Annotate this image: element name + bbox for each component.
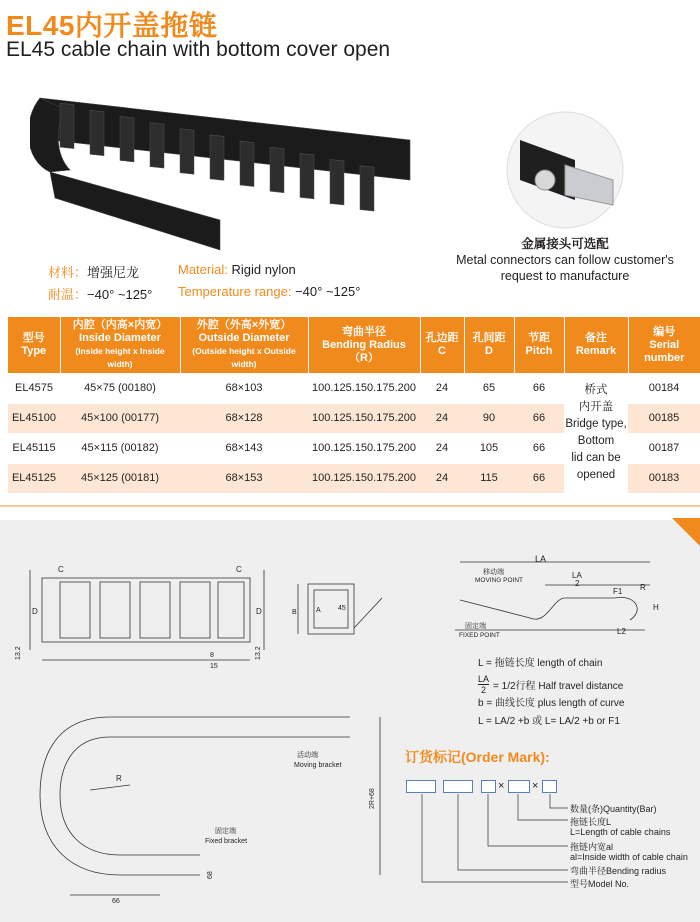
dim-f1: F1: [613, 587, 623, 596]
cell-serial: 00183: [628, 463, 700, 493]
order-box-model: [406, 780, 436, 793]
dim-r-travel: R: [640, 583, 646, 592]
fixed-point-en: FIXED POINT: [459, 632, 500, 639]
material-zh: [48, 262, 139, 281]
legend-line-4: L = LA/2 +b 或 L= LA/2 +b or F1: [478, 716, 620, 727]
th-remark-en: Remark: [575, 345, 617, 357]
dim-c-right: C: [236, 565, 242, 574]
dim-la-half-num: LA: [572, 571, 582, 580]
cell-outside: 68×153: [180, 463, 308, 493]
dim-d-left: D: [32, 607, 38, 616]
dim-13-2-left: 13.2: [15, 646, 22, 660]
th-pitch-en: Pitch: [525, 345, 553, 357]
cell-inside: 45×115 (00182): [60, 433, 180, 463]
dim-h: H: [653, 603, 659, 612]
cross-section-drawing: [292, 578, 392, 648]
dim-8: 8: [210, 652, 214, 659]
moving-bracket-en: Moving bracket: [294, 762, 342, 769]
table-row: [8, 373, 700, 403]
dim-l2: L2: [617, 627, 626, 636]
material-en-key: Material:: [178, 262, 232, 277]
dim-66: 66: [112, 898, 120, 905]
th-remark-zh: 备注: [585, 332, 607, 344]
cell-inside: 45×100 (00177): [60, 403, 180, 433]
cell-d: 90: [464, 403, 514, 433]
cell-type: EL45115: [8, 433, 60, 463]
remark-line: Bridge type,: [565, 417, 627, 430]
temp-en-key: Temperature range:: [178, 284, 296, 299]
dim-r-bend: R: [116, 774, 122, 783]
th-outside: [180, 317, 308, 373]
th-serial-zh: 编号: [653, 325, 676, 338]
order-model-label: 型号Model No.: [570, 879, 630, 889]
th-outside-en: Outside Diameter: [198, 332, 290, 344]
th-inside-en: Inside Diameter: [79, 332, 161, 344]
fixed-point-zh: 固定端: [465, 623, 486, 630]
cell-outside: 68×143: [180, 433, 308, 463]
connector-caption-en2: request to manufacture: [500, 269, 630, 283]
temp-zh-key: 耐温：: [48, 287, 88, 302]
remark-line: Bottom: [577, 434, 615, 447]
cell-inside: 45×75 (00180): [60, 373, 180, 403]
order-box-length: [508, 780, 530, 793]
material-en-val: Rigid nylon: [231, 262, 296, 277]
cell-pitch: 66: [514, 403, 564, 433]
th-pitch-zh: 节距: [528, 332, 550, 344]
th-radius: [308, 317, 420, 373]
cable-chain-photo: [30, 80, 430, 260]
order-box-width: [481, 780, 496, 793]
th-radius-zh: 弯曲半径: [342, 325, 386, 338]
th-radius-en: Bending Radius: [322, 338, 406, 351]
th-serial: [628, 317, 700, 373]
th-inside-zh: 内腔（内高×内宽）: [72, 319, 168, 331]
page-title: EL45内开盖拖链: [6, 10, 218, 41]
dim-c-left: C: [58, 565, 64, 574]
th-remark: [564, 317, 628, 373]
order-times-1: ×: [498, 780, 505, 792]
order-times-2: ×: [532, 780, 539, 792]
th-d: [464, 317, 514, 373]
legend-line-2: [478, 674, 623, 695]
metal-connector-photo: [505, 110, 625, 230]
table-header-row: [8, 317, 700, 373]
th-pitch: [514, 317, 564, 373]
th-c-zh: 孔边距: [425, 332, 459, 344]
order-box-radius: [443, 780, 473, 793]
cell-d: 115: [464, 463, 514, 493]
moving-point-zh: 移动端: [483, 569, 504, 576]
cell-inside: 45×125 (00181): [60, 463, 180, 493]
dim-a: A: [316, 607, 321, 614]
order-length-en: L=Length of cable chains: [570, 827, 671, 837]
dim-la-half-den: 2: [575, 579, 580, 588]
material-en: [178, 262, 296, 277]
cell-c: 24: [420, 403, 464, 433]
dim-15: 15: [210, 663, 218, 670]
cell-c: 24: [420, 373, 464, 403]
dim-2r68: 2R+68: [369, 788, 376, 809]
order-radius-label: 弯曲半径Bending radius: [570, 866, 667, 876]
dim-la: LA: [535, 554, 547, 564]
cell-c: 24: [420, 433, 464, 463]
temp-en: [178, 284, 360, 299]
th-type-zh: 型号: [22, 332, 45, 344]
dim-d-right: D: [256, 607, 262, 616]
connector-caption-en1: Metal connectors can follow customer's: [456, 253, 674, 267]
cell-serial: 00187: [628, 433, 700, 463]
fixed-bracket-zh: 固定端: [215, 828, 236, 835]
th-type: [8, 317, 60, 373]
cell-pitch: 66: [514, 463, 564, 493]
th-d-en: D: [485, 345, 493, 357]
order-width-en: al=Inside width of cable chain: [570, 852, 688, 862]
th-c: [420, 317, 464, 373]
dim-68: 68: [207, 871, 214, 879]
th-outside-zh: 外腔（外高×外宽）: [196, 319, 292, 331]
remark-line: 桥式: [584, 383, 608, 396]
moving-point-en: MOVING POINT: [475, 577, 524, 584]
remark-line: 内开盖: [578, 400, 614, 413]
temp-en-val: −40° ~125°: [295, 284, 361, 299]
cell-c: 24: [420, 463, 464, 493]
order-leader-lines: [410, 794, 570, 894]
th-c-en: C: [438, 345, 446, 357]
legend-half-travel: = 1/2行程 Half travel distance: [493, 681, 624, 692]
connector-caption: [430, 236, 700, 284]
dim-13-2-right: 13.2: [255, 646, 262, 660]
order-mark-title: 订货标记(Order Mark):: [405, 749, 550, 765]
temp-zh: [48, 284, 152, 303]
moving-bracket-zh: 活动端: [297, 752, 318, 759]
legend-la-num: LA: [478, 674, 490, 684]
order-box-qty: [542, 780, 557, 793]
fixed-bracket-en: Fixed bracket: [205, 838, 248, 845]
cell-serial: 00185: [628, 403, 700, 433]
material-zh-val: 增强尼龙: [87, 265, 140, 280]
th-type-en: Type: [21, 345, 47, 357]
remark-line: opened: [576, 468, 616, 481]
order-qty-label: 数量(条)Quantity(Bar): [570, 804, 657, 814]
cell-pitch: 66: [514, 373, 564, 403]
chain-top-view-drawing: [10, 560, 280, 680]
legend-line-3: b = 曲线长度 plus length of curve: [478, 698, 625, 709]
cell-radius: 100.125.150.175.200: [308, 433, 420, 463]
connector-caption-zh: 金属接头可选配: [521, 237, 609, 251]
legend-la-den: 2: [481, 685, 487, 695]
cell-d: 65: [464, 373, 514, 403]
cell-d: 105: [464, 433, 514, 463]
dim-45: 45: [338, 605, 346, 612]
cell-radius: 100.125.150.175.200: [308, 463, 420, 493]
cell-outside: 68×103: [180, 373, 308, 403]
cell-radius: 100.125.150.175.200: [308, 373, 420, 403]
dim-b: B: [292, 609, 297, 616]
th-radius-sub: （R）: [349, 351, 379, 364]
order-width-zh: 拖链内宽al: [570, 842, 614, 852]
th-inside-sub: (Inside height x Inside width): [75, 346, 165, 369]
divider: [0, 505, 700, 507]
cell-type: EL45100: [8, 403, 60, 433]
legend-line-1: L = 拖链长度 length of chain: [478, 658, 603, 669]
temp-zh-val: −40° ~125°: [87, 287, 153, 302]
th-serial-en: Serial number: [644, 338, 685, 364]
cell-remark: [564, 373, 628, 493]
th-inside: [60, 317, 180, 373]
cell-type: EL4575: [8, 373, 60, 403]
cell-pitch: 66: [514, 433, 564, 463]
order-length-zh: 拖链长度L: [570, 817, 612, 827]
th-d-zh: 孔间距: [472, 332, 506, 344]
spec-table: [8, 317, 700, 494]
material-zh-key: 材料：: [48, 265, 88, 280]
cell-outside: 68×128: [180, 403, 308, 433]
travel-diagram: [435, 550, 700, 645]
cell-type: EL45125: [8, 463, 60, 493]
th-outside-sub: (Outside height x Outside width): [192, 346, 296, 369]
cell-radius: 100.125.150.175.200: [308, 403, 420, 433]
remark-line: lid can be: [571, 451, 621, 464]
page-subtitle: EL45 cable chain with bottom cover open: [6, 38, 391, 61]
bend-radius-drawing: [30, 705, 390, 905]
corner-accent: [672, 518, 700, 546]
cell-serial: 00184: [628, 373, 700, 403]
